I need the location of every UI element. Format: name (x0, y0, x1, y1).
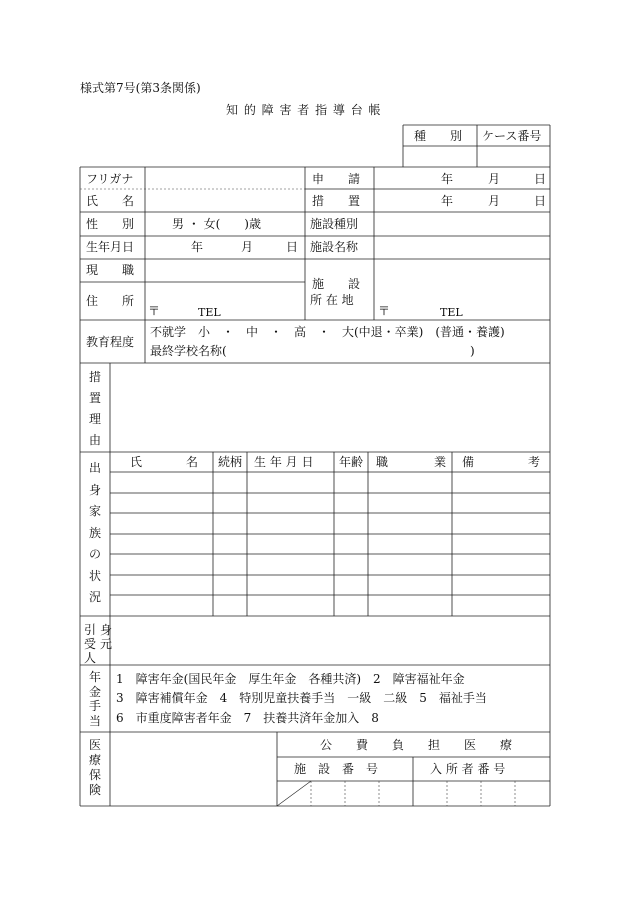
family-header-age: 年齢 (339, 455, 364, 469)
birth-day-unit: 日 (286, 240, 299, 254)
facility-postal-icon: 〒 (378, 304, 391, 318)
receiver-field[interactable] (111, 617, 549, 664)
name-label: 氏 名 (86, 194, 135, 208)
education-label: 教育程度 (86, 335, 135, 349)
address-label: 住 所 (86, 294, 135, 308)
pension-line-3: 6 市重度障害者年金 7 扶養共済年金加入 8 (116, 711, 379, 725)
receiver-label-b: 受元 (84, 637, 117, 651)
family-label: 出身家族の状況 (88, 461, 101, 604)
receiver-label-c: 人 (84, 651, 97, 665)
furigana-label: フリガナ (86, 172, 134, 186)
receiver-label-a: 引身 (84, 623, 117, 637)
public-expense-label: 公 費 負 担 医 療 (320, 738, 513, 752)
last-school-prefix: 最終学校名称( (150, 344, 227, 358)
application-year-unit: 年 (441, 172, 454, 186)
pension-line-2: 3 障害補償年金 4 特別児童扶養手当 一級 二級 5 福祉手当 (116, 691, 487, 705)
facility-name-label: 施設名称 (310, 240, 359, 254)
name-field[interactable] (146, 190, 304, 211)
case-number-label: ケース番号 (482, 129, 542, 143)
pension-label: 年金手当 (88, 670, 101, 728)
application-label: 申 請 (312, 172, 361, 186)
type-field[interactable] (404, 147, 476, 166)
form-number: 様式第7号(第3条関係) (80, 81, 201, 95)
facility-address-label-1: 施 設 (312, 277, 361, 291)
family-header-job-a: 職 (376, 455, 389, 469)
family-header-name-b: 名 (186, 455, 199, 469)
admission-number-label: 入 所 者 番 号 (430, 762, 506, 776)
education-options: 不就学 小 ・ 中 ・ 高 ・ 大(中退・卒業) (普通・養護) (150, 325, 505, 339)
type-label: 種 別 (414, 129, 463, 143)
reason-label: 措置理由 (88, 370, 101, 447)
family-header-note-b: 考 (528, 455, 541, 469)
occupation-label: 現 職 (86, 263, 135, 277)
case-number-field[interactable] (478, 147, 549, 166)
measure-day-unit: 日 (534, 194, 547, 208)
pension-line-1: 1 障害年金(国民年金 厚生年金 各種共済) 2 障害福祉年金 (116, 672, 465, 686)
facility-tel-label: TEL (440, 306, 463, 319)
facility-address-label-2: 所 在 地 (310, 293, 354, 307)
family-header-birth: 生 年 月 日 (254, 455, 314, 469)
birth-label: 生年月日 (86, 240, 135, 254)
postal-icon: 〒 (148, 304, 161, 318)
family-header-job-b: 業 (434, 455, 447, 469)
application-month-unit: 月 (488, 172, 501, 186)
sex-label: 性 別 (86, 217, 135, 231)
family-header-name-a: 氏 (130, 455, 143, 469)
application-day-unit: 日 (534, 172, 547, 186)
facility-name-field[interactable] (375, 237, 549, 258)
facility-type-field[interactable] (375, 213, 549, 235)
family-header-note-a: 備 (462, 455, 475, 469)
occupation-field[interactable] (146, 260, 304, 281)
measure-year-unit: 年 (441, 194, 454, 208)
medical-insurance-label: 医療保険 (88, 738, 101, 797)
measure-month-unit: 月 (488, 194, 501, 208)
page-title: 知 的 障 害 者 指 導 台 帳 (226, 103, 382, 117)
birth-month-unit: 月 (241, 240, 254, 254)
facility-number-label: 施 設 番 号 (294, 762, 379, 776)
furigana-field[interactable] (146, 168, 304, 188)
last-school-suffix: ) (470, 344, 475, 358)
facility-type-label: 施設種別 (310, 217, 359, 231)
measure-label: 措 置 (312, 194, 361, 208)
reason-field[interactable] (111, 364, 549, 451)
tel-label: TEL (198, 306, 221, 319)
birth-year-unit: 年 (191, 240, 204, 254)
family-header-relation: 続柄 (218, 455, 243, 469)
medical-insurance-field[interactable] (111, 733, 276, 805)
sex-value: 男 ・ 女( )歳 (172, 217, 261, 231)
